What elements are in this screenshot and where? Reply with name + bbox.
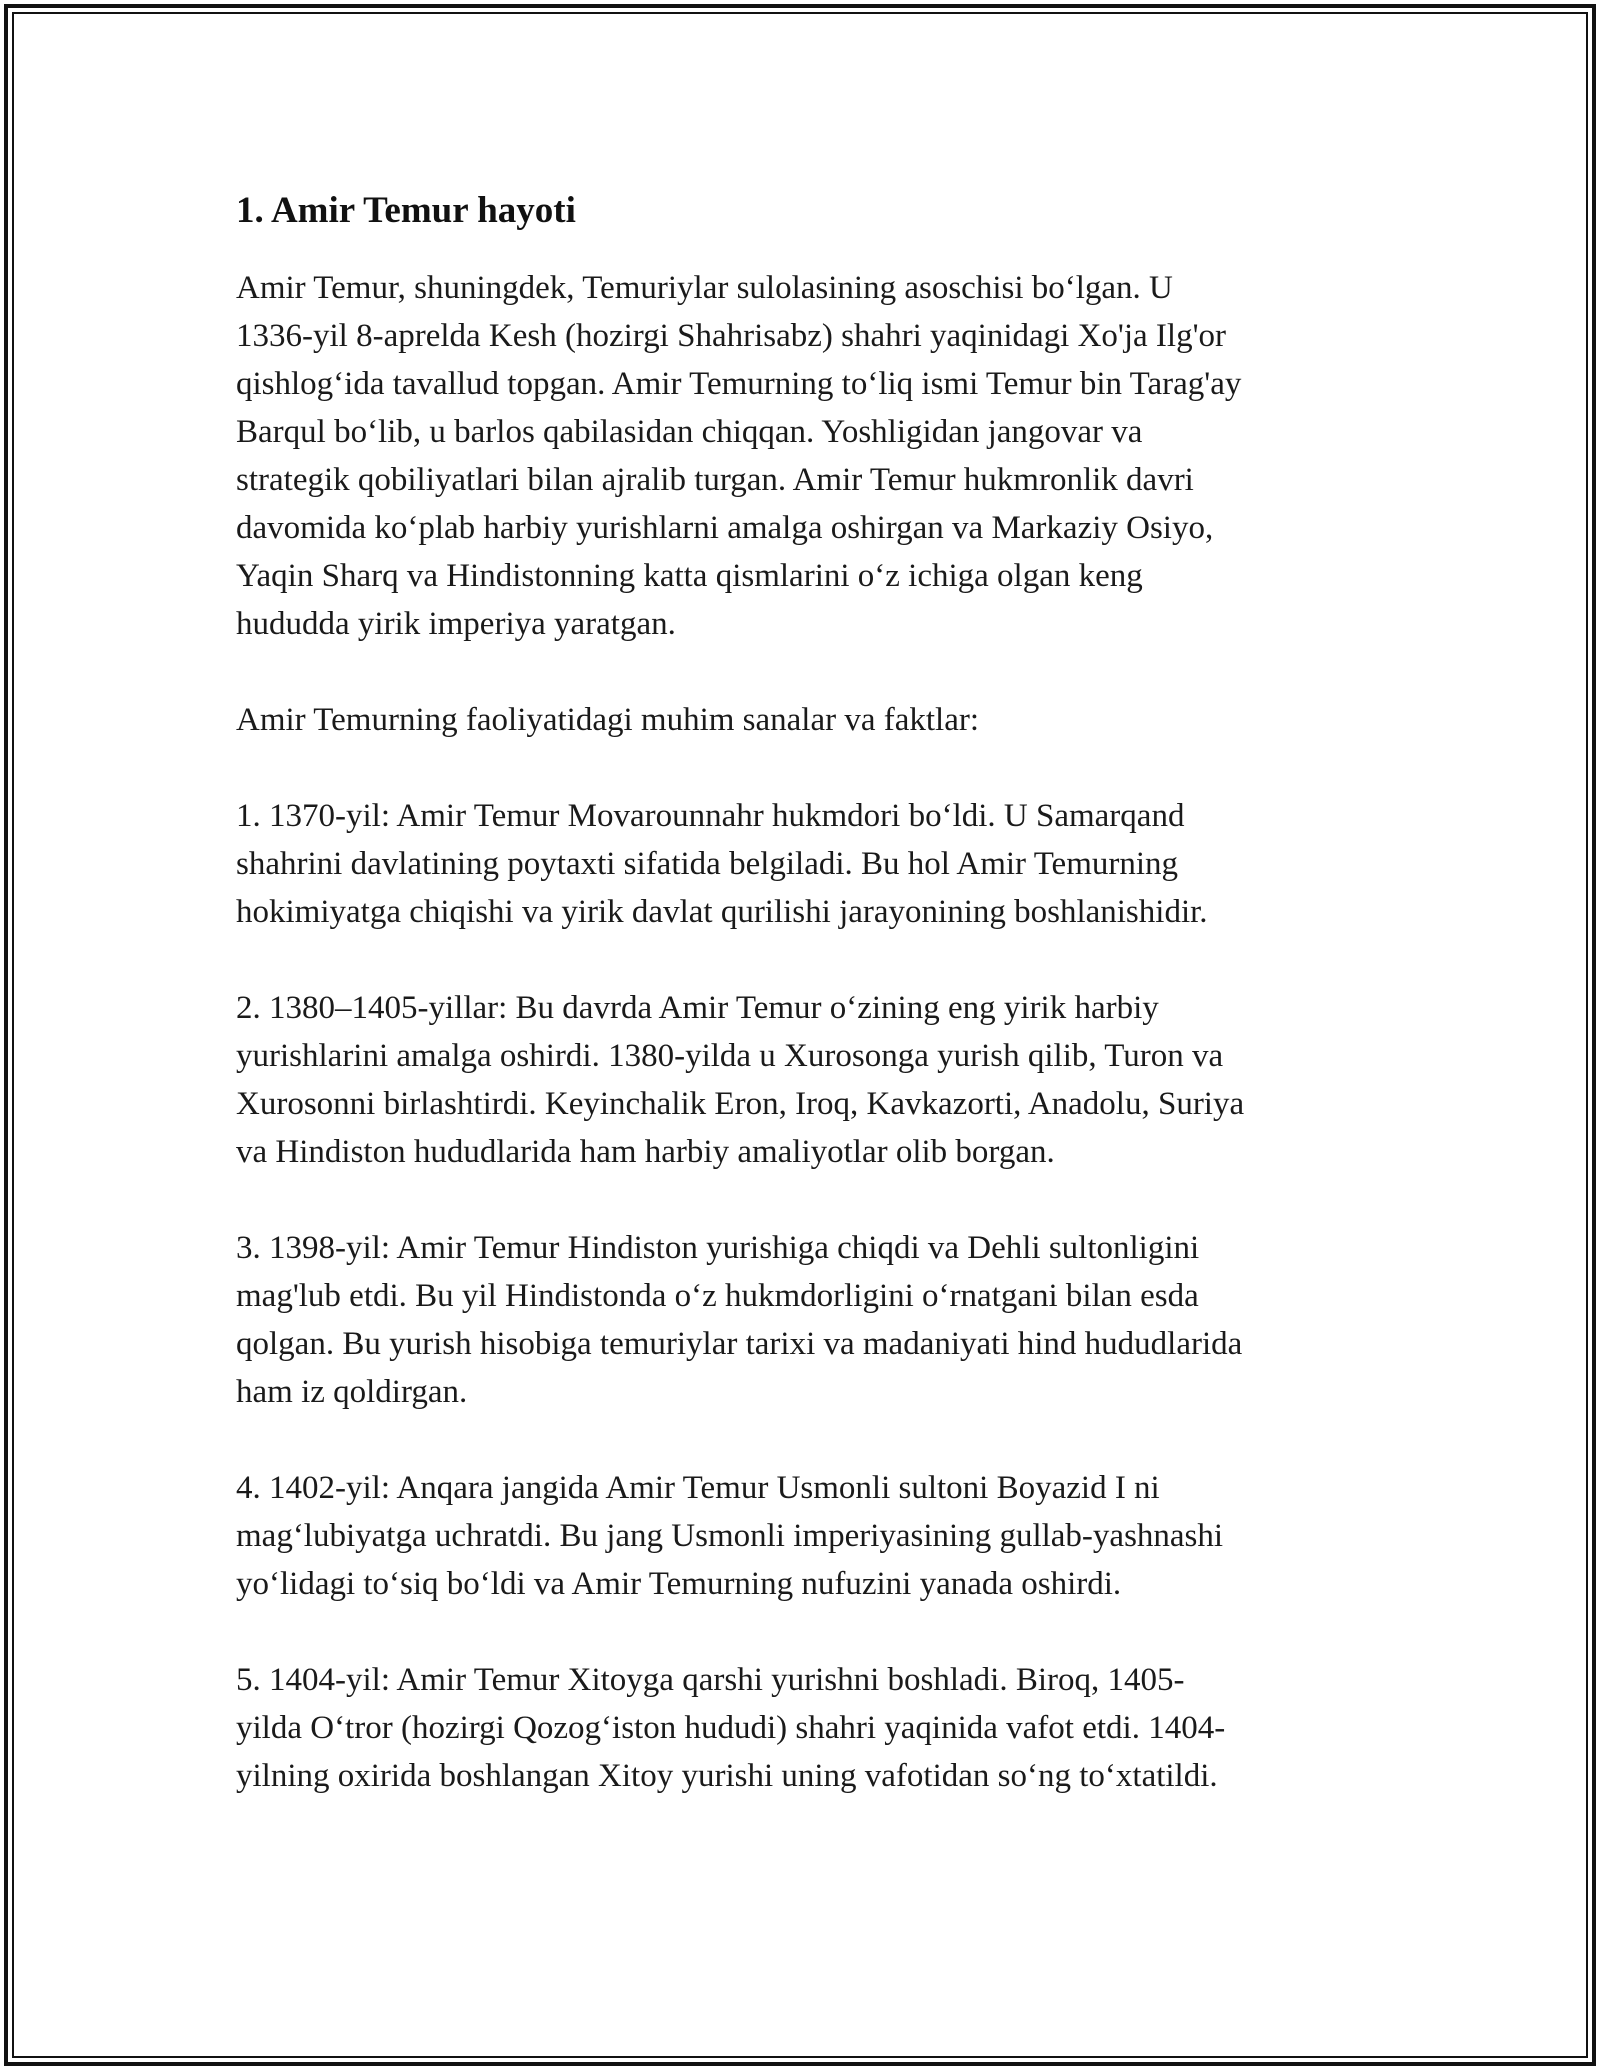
intro-paragraph: Amir Temur, shuningdek, Temuriylar sulolasining asoschisi bo‘lgan. U 1336-yil 8-aprelda Kesh (hozirgi Shahrisabz) shahri yaqinidagi Xo'ja Ilg'or qishlog‘ida tavallud topgan. Amir Temurning to‘liq ismi Temur bin Tarag'ay Barqul bo‘lib, u barlos qabilasidan chiqqan. Yoshligidan jangovar va strategik qobiliyatlari bilan ajralib turgan. Amir Temur hukmronlik davri davomida ko‘plab harbiy yurishlarni amalga oshirgan va Markaziy Osiyo, Yaqin Sharq va Hindistonning katta qismlarini o‘z ichiga olgan keng hududda yirik imperiya yaratgan. (236, 270, 1242, 642)
fact-item-3: 3. 1398-yil: Amir Temur Hindiston yurishiga chiqdi va Dehli sultonligini mag'lub etdi. Bu yil Hindistonda o‘z hukmdorligini o‘rnatgani bilan esda qolgan. Bu yurish hisobiga temuriylar tarixi va madaniyati hind hududlarida ham iz qoldirgan. (236, 1230, 1243, 1410)
facts-heading-paragraph: Amir Temurning faoliyatidagi muhim sanalar va faktlar: (236, 702, 980, 738)
fact-item-5: 5. 1404-yil: Amir Temur Xitoyga qarshi yurishni boshladi. Biroq, 1405- yilda O‘tror (hozirgi Qozog‘iston hududi) shahri yaqinida vafot etdi. 1404- yilning oxirida boshlangan Xitoy yurishi uning vafotidan so‘ng to‘xtatildi. (236, 1662, 1226, 1794)
fact-item-1: 1. 1370-yil: Amir Temur Movarounnahr hukmdori bo‘ldi. U Samarqand shahrini davlatining poytaxti sifatida belgiladi. Bu hol Amir Temurning hokimiyatga chiqishi va yirik davlat qurilishi jarayonining boshlanishidir. (236, 798, 1208, 930)
document-title: 1. Amir Temur hayoti (236, 190, 576, 231)
document-body (236, 186, 1376, 1848)
fact-item-4: 4. 1402-yil: Anqara jangida Amir Temur Usmonli sultoni Boyazid I ni mag‘lubiyatga uchratdi. Bu jang Usmonli imperiyasining gullab-yashnashi yo‘lidagi to‘siq bo‘ldi va Amir Temurning nufuzini yanada oshirdi. (236, 1470, 1224, 1602)
fact-item-2: 2. 1380–1405-yillar: Bu davrda Amir Temur o‘zining eng yirik harbiy yurishlarini amalga oshirdi. 1380-yilda u Xurosonga yurish qilib, Turon va Xurosonni birlashtirdi. Keyinchalik Eron, Iroq, Kavkazorti, Anadolu, Suriya va Hindiston hududlarida ham harbiy amaliyotlar olib borgan. (236, 990, 1245, 1170)
